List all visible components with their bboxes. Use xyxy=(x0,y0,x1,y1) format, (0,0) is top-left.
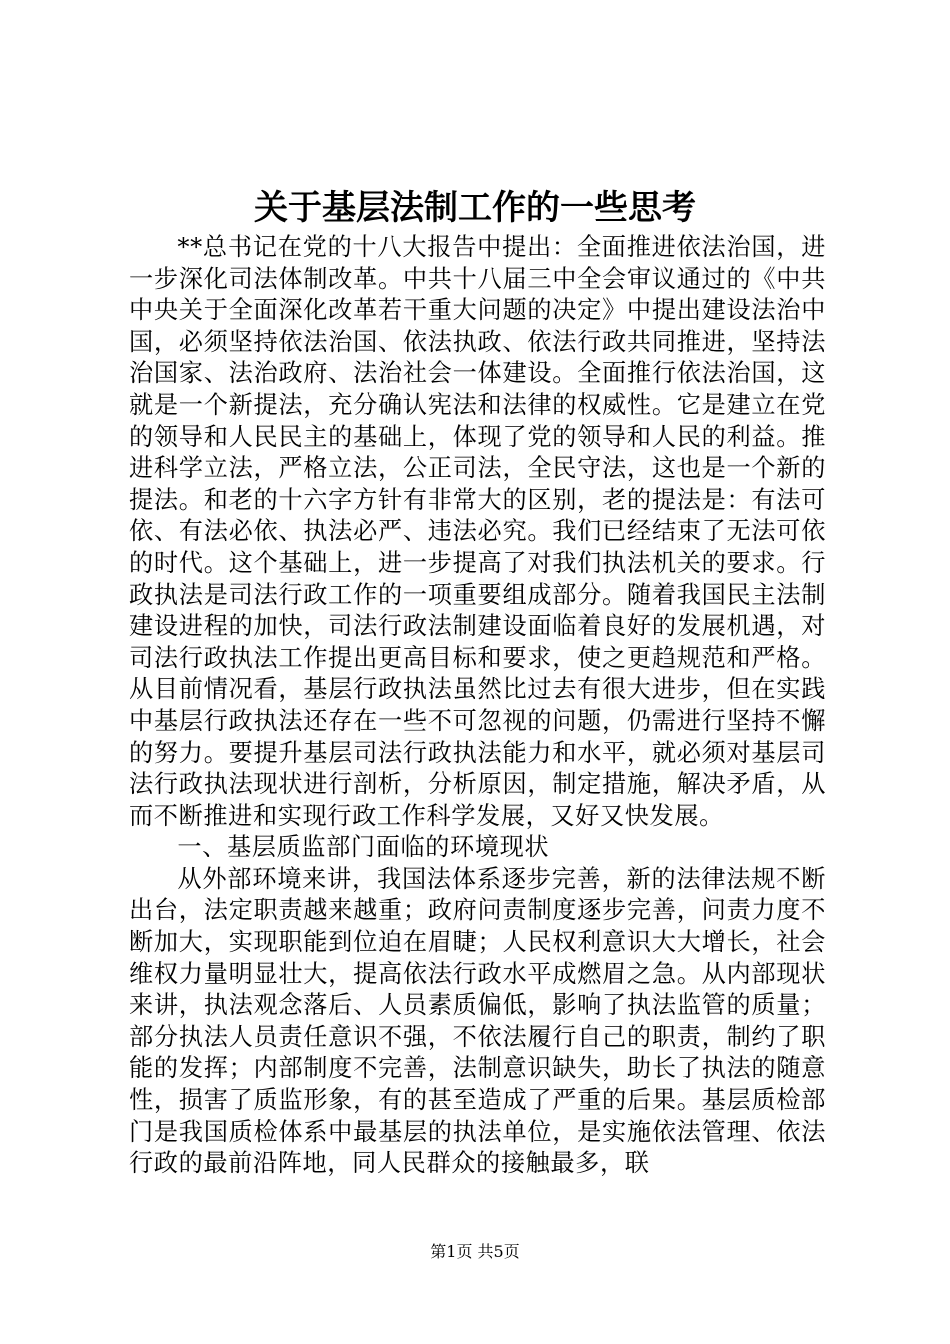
paragraph-intro: **总书记在党的十八大报告中提出：全面推进依法治国，进一步深化司法体制改革。中共十八届三中全会审议通过的《中共中央关于全面深化改革若干重大问题的决定》中提出建设法治中国，必须坚持依法治国、依法执政、依法行政共同推进，坚持法治国家、法治政府、法治社会一体建设。全面推行依法治国，这就是一个新提法，充分确认宪法和法律的权威性。它是建立在党的领导和人民民主的基础上，体现了党的领导和人民的利益。推进科学立法，严格立法，公正司法，全民守法，这也是一个新的提法。和老的十六字方针有非常大的区别，老的提法是：有法可依、有法必依、执法必严、违法必究。我们已经结束了无法可依的时代。这个基础上，进一步提高了对我们执法机关的要求。行政执法是司法行政工作的一项重要组成部分。随着我国民主法制建设进程的加快，司法行政法制建设面临着良好的发展机遇，对司法行政执法工作提出更高目标和要求，使之更趋规范和严格。从目前情况看，基层行政执法虽然比过去有很大进步，但在实践中基层行政执法还存在一些不可忽视的问题，仍需进行坚持不懈的努力。要提升基层司法行政执法能力和水平，就必须对基层司法行政执法现状进行剖析，分析原因，制定措施，解决矛盾，从而不断推进和实现行政工作科学发展，又好又快发展。 xyxy=(129,233,826,830)
section-heading: 一、基层质监部门面临的环境现状 xyxy=(177,833,550,862)
document-title: 关于基层法制工作的一些思考 xyxy=(254,188,696,228)
document-body xyxy=(129,232,826,1180)
paragraph-environment: 从外部环境来讲，我国法体系逐步完善，新的法律法规不断出台，法定职责越来越重；政府问责制度逐步完善，问责力度不断加大，实现职能到位迫在眉睫；人民权利意识大大增长，社会维权力量明显壮大，提高依法行政水平成燃眉之急。从内部现状来讲，执法观念落后、人员素质偏低，影响了执法监管的质量；部分执法人员责任意识不强，不依法履行自己的职责，制约了职能的发挥；内部制度不完善，法制意识缺失，助长了执法的随意性，损害了质监形象，有的甚至造成了严重的后果。基层质检部门是我国质检体系中最基层的执法单位，是实施依法管理、依法行政的最前沿阵地，同人民群众的接触最多，联 xyxy=(129,864,826,1178)
page-number-footer: 第1页 共5页 xyxy=(430,1242,520,1261)
